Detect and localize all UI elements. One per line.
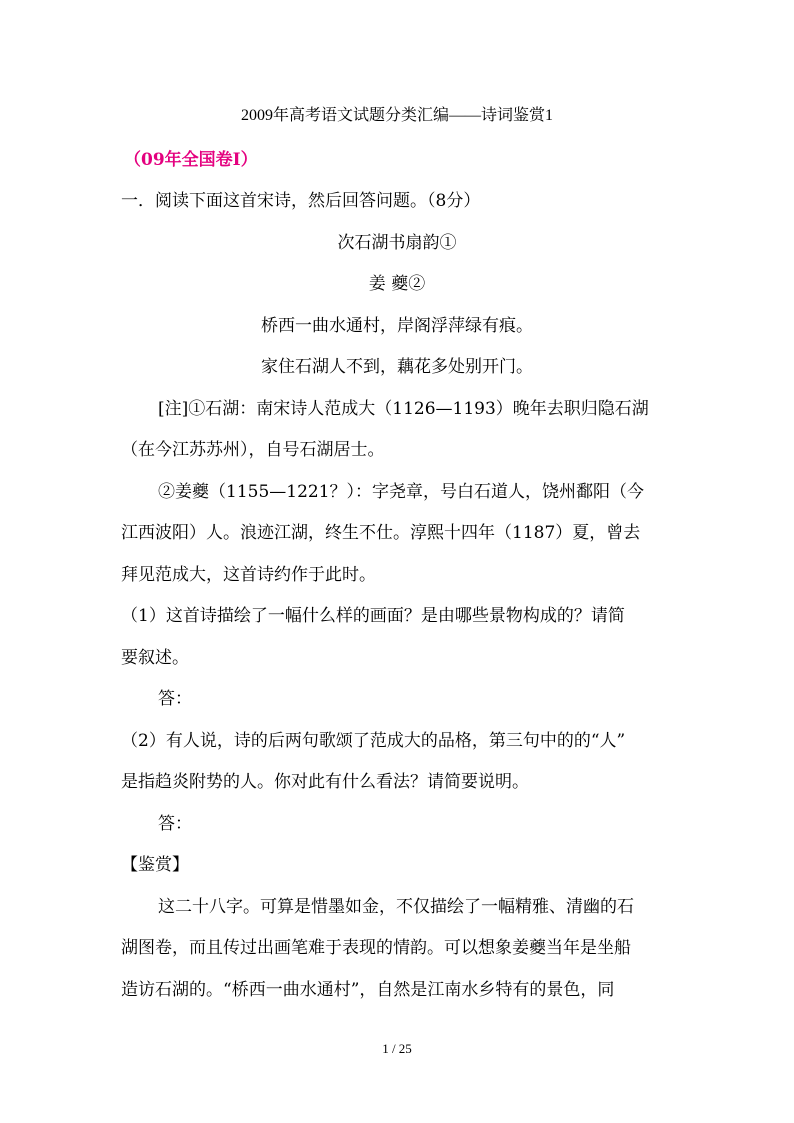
question-2-line-2: 是指趋炎附势的人。你对此有什么看法？请简要说明。	[121, 772, 529, 792]
exam-label: （09年全国卷Ⅰ）	[124, 150, 258, 170]
poem-author: 姜 夔②	[368, 274, 426, 294]
appreciation-heading: 【鉴赏】	[121, 855, 189, 875]
appreciation-line-2: 湖图卷，而且传过出画笔难于表现的情韵。可以想象姜夔当年是坐船	[121, 938, 631, 958]
note-1-line-2: （在今江苏苏州），自号石湖居士。	[121, 440, 385, 460]
appreciation-line-1: 这二十八字。可算是惜墨如金，不仅描绘了一幅精雅、清幽的石	[158, 897, 634, 917]
answer-label-1: 答：	[158, 689, 192, 709]
note-1-line-1: [注]①石湖：南宋诗人范成大（1126—1193）晚年去职归隐石湖	[158, 399, 649, 419]
appreciation-line-3: 造访石湖的。“桥西一曲水通村”，自然是江南水乡特有的景色，同	[121, 980, 615, 1000]
poem-title: 次石湖书扇韵①	[337, 233, 457, 253]
document-title: 2009年高考语文试题分类汇编——诗词鉴赏1	[240, 107, 553, 124]
question-1-line-1: （1）这首诗描绘了一幅什么样的画面？是由哪些景物构成的？请简	[121, 606, 625, 626]
page-indicator: 1 / 25	[382, 1041, 412, 1056]
question-1-line-2: 要叙述。	[121, 648, 189, 668]
note-2-line-1: ②姜夔（1155—1221？）：字尧章，号白石道人，饶州鄱阳（今	[158, 482, 645, 502]
question-2-line-1: （2）有人说，诗的后两句歌颂了范成大的品格，第三句中的的“人”	[121, 731, 626, 751]
poem-line-2: 家住石湖人不到，藕花多处别开门。	[261, 357, 533, 377]
poem-line-1: 桥西一曲水通村，岸阁浮萍绿有痕。	[261, 316, 533, 336]
note-2-line-3: 拜见范成大，这首诗约作于此时。	[121, 565, 376, 585]
answer-label-2: 答：	[158, 814, 192, 834]
question-intro: 一．阅读下面这首宋诗，然后回答问题。（8分）	[121, 191, 481, 211]
note-2-line-2: 江西波阳）人。浪迹江湖，终生不仕。淳熙十四年（1187）夏，曾去	[121, 523, 641, 543]
